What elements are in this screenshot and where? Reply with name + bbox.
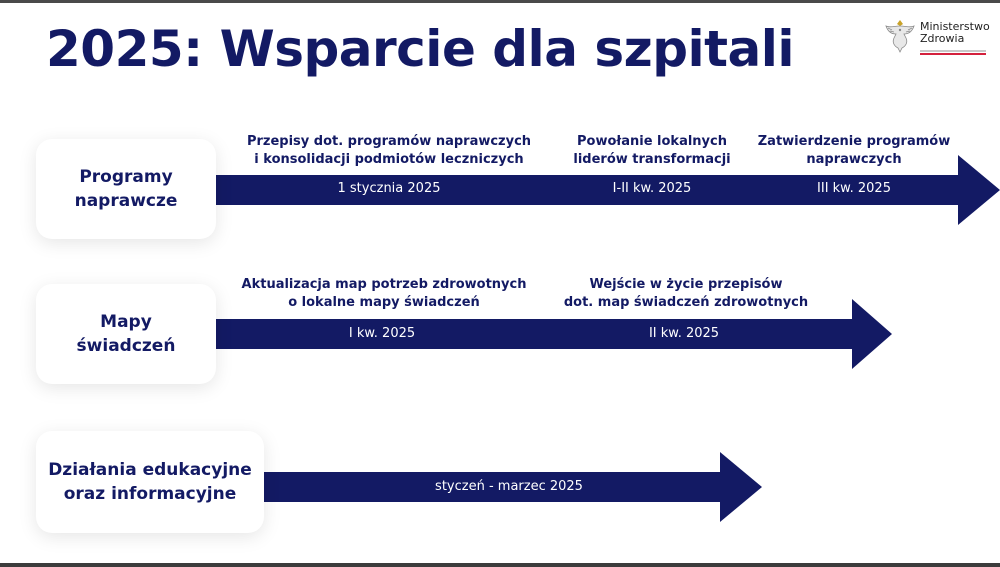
row-label-mapy-line2: świadczeń <box>76 336 176 356</box>
milestone-label: Przepisy dot. programów naprawczych i konsolidacji podmiotów leczniczych <box>246 134 532 167</box>
row-label-dzialania-line2: oraz informacyjne <box>63 484 237 504</box>
milestone-label: Aktualizacja map potrzeb zdrowotnych o lokalne mapy świadczeń <box>241 277 527 310</box>
milestone-label: Zatwierdzenie programów naprawczych <box>757 134 951 167</box>
logo-rule-red <box>920 53 986 55</box>
milestone-label: Powołanie lokalnych liderów transformacji <box>573 134 731 167</box>
row-label-card-dzialania <box>36 431 264 533</box>
row-label-programy-line2: naprawcze <box>74 191 178 211</box>
logo-text-line1: Ministerstwo <box>920 20 990 33</box>
milestone-date: II kw. 2025 <box>648 326 720 341</box>
row-label-card-mapy <box>36 284 216 384</box>
logo-rule-grey <box>920 50 986 52</box>
logo-text-line2: Zdrowia <box>920 32 965 45</box>
row-label-dzialania-line1: Działania edukacyjne <box>48 460 252 480</box>
milestone-label: Wejście w życie przepisów dot. map świadczeń zdrowotnych <box>563 277 809 310</box>
bottom-border <box>0 563 1000 567</box>
milestone-date: styczeń - marzec 2025 <box>435 479 583 494</box>
milestone-date: 1 stycznia 2025 <box>337 181 441 196</box>
top-border <box>0 0 1000 3</box>
milestone-date: I-II kw. 2025 <box>612 181 692 196</box>
milestone-date: III kw. 2025 <box>817 181 891 196</box>
ministry-logo <box>884 18 988 58</box>
row-label-programy-line1: Programy <box>79 167 173 187</box>
page-title: 2025: Wsparcie dla szpitali <box>46 20 795 78</box>
milestone-date: I kw. 2025 <box>348 326 416 341</box>
row-label-mapy-line1: Mapy <box>100 312 152 332</box>
row-label-card-programy <box>36 139 216 239</box>
eagle-emblem-icon <box>884 18 916 54</box>
